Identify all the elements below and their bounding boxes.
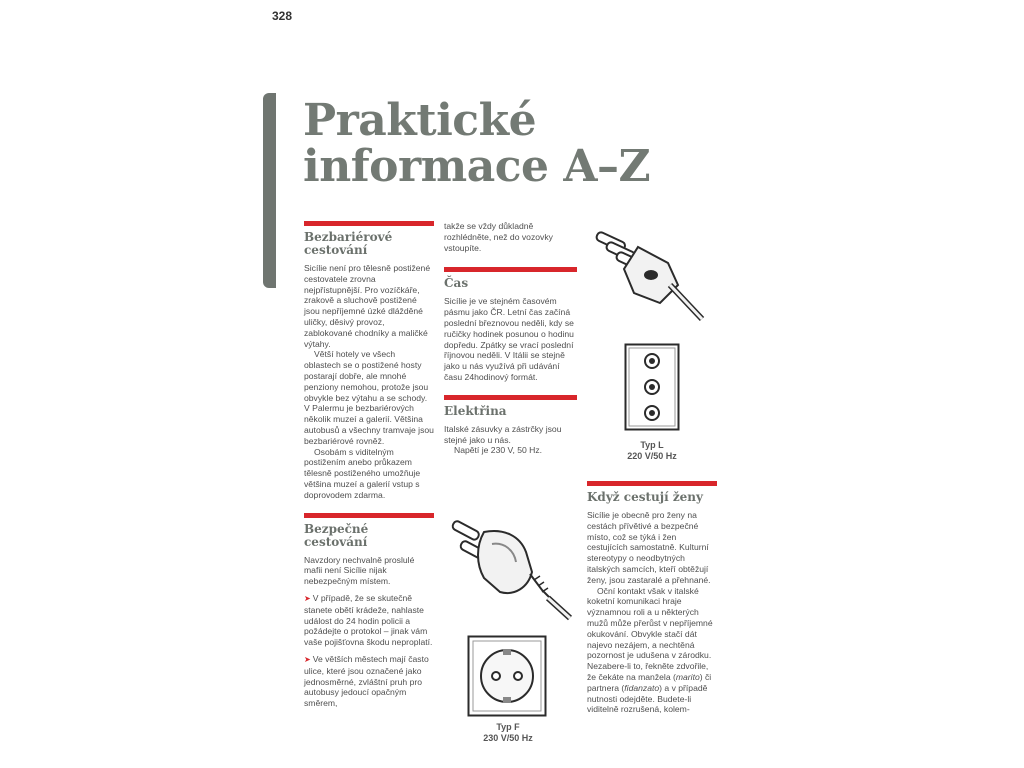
bullet-item <box>304 654 434 709</box>
bullet-text: V případě, že se skutečně stanete obětí krádeže, nahlaste událost do 24 hodin policii a požádejte o protokol – jinak vám vaše pojišťovna škodu neproplatí. <box>304 592 433 648</box>
caption-spec: 230 V/50 Hz <box>483 733 533 743</box>
paragraph: Navzdory nechvalně proslulé mafii není Sicílie nijak nebezpečným místem. <box>304 554 415 587</box>
red-rule <box>444 267 577 272</box>
column-1 <box>304 221 434 709</box>
red-rule <box>304 221 434 226</box>
heading-line: Bezpečné <box>304 521 369 536</box>
bullet-item <box>304 593 434 648</box>
paragraph: Italské zásuvky a zástrčky jsou stejné jako u nás. <box>444 423 562 445</box>
paragraph: Sicílie je ve stejném časovém pásmu jako ČR. Letní čas začíná poslední březnovou neděli, kdy se ručičky hodinek posunou o hodinu dopředu. Zpátky se vrací poslední říjnovou neděli. V Itálii se stejně jako u nás využívá při udávání času 24hodinový formát. <box>444 296 574 382</box>
heading-cas: Čas <box>444 276 469 291</box>
heading-line: Bezbariérové <box>304 230 393 244</box>
caption-label: Typ L <box>640 440 664 450</box>
paragraph: Větší hotely ve všech oblastech se o postižené hosty postarají dobře, ale mnohé penziony nemohou, protože jsou obvykle bez výtahu a se schody. V Palermu je bezbariérových několik muzeí a galerií. Většina autobusů a všechny tramvaje jsou bezbariérové rovněž. <box>304 349 434 446</box>
italic-term: marito <box>675 671 700 682</box>
red-rule <box>304 513 434 518</box>
heading-bezbarierove <box>304 231 434 257</box>
red-rule <box>587 481 717 486</box>
heading-elektrina: Elektřina <box>444 403 507 418</box>
page-title <box>303 95 723 192</box>
section-tab-bar <box>263 93 276 288</box>
page-number: 328 <box>272 9 293 23</box>
page-title-line1: Praktické <box>303 95 537 146</box>
paragraph: Osobám s viditelným postižením anebo průkazem tělesně postiženého umožňuje většina muzeí a galerií vstup s doprovodem zdarma. <box>304 446 421 500</box>
text-run: Oční kontakt však v italské koketní komunikaci hraje významnou roli a u některých mužů může přerůst v nepříjemné okukování. Obvykle stačí dát najevo nezájem, a nechtěná pozornost je udušena v zárodku. Nezabere-li to, řekněte zdvořile, že čekáte na manžela ( <box>587 585 713 682</box>
socket-type-l-illustration <box>624 343 680 431</box>
page-title-line2: informace A–Z <box>303 141 651 192</box>
plug-type-f-illustration <box>448 512 572 622</box>
caption-spec: 220 V/50 Hz <box>627 451 677 461</box>
bullet-arrow-icon: ➤ <box>304 593 311 603</box>
text-run: ) a v případě nutnosti odejděte. Budete-li viditelně rozrušená, kolem- <box>587 682 708 715</box>
bullet-arrow-icon: ➤ <box>304 654 311 664</box>
heading-bezpecne <box>304 523 434 549</box>
caption-label: Typ F <box>496 722 520 732</box>
paragraph: Sicílie je obecně pro ženy na cestách přívětivé a bezpečné místo, což se týká i žen cestujících samostatně. Kulturní stereotypy o neodbytných italských samcích, kteří obtěžují ženy, jsou zastaralé a přehnané. <box>587 510 711 585</box>
column-2 <box>444 221 577 456</box>
socket-type-f-illustration <box>467 635 547 717</box>
heading-line: cestování <box>304 534 368 549</box>
heading-line: cestování <box>304 243 368 257</box>
paragraph: Napětí je 230 V, 50 Hz. <box>454 445 543 456</box>
paragraph: Sicílie není pro tělesně postižené cestovatele zrovna nejpřístupnější. Pro vozíčkáře, zrakově a sluchově postižené jsou nepříjemné úzké dlážděné uličky, děsivý provoz, zablokované chodníky a maličké výtahy. <box>304 263 431 349</box>
caption-typ-f <box>460 722 556 744</box>
paragraph: takže se vždy důkladně rozhlédněte, než do vozovky vstoupíte. <box>444 221 553 253</box>
heading-zeny: Když cestují ženy <box>587 490 703 504</box>
red-rule <box>444 395 577 400</box>
column-3 <box>587 481 717 715</box>
bullet-text: Ve větších městech mají často ulice, které jsou označené jako jednosměrné, zvláštní pruh pro autobusy jedoucí opačným směrem, <box>304 653 429 709</box>
text-run: ) či partnera ( <box>587 671 712 693</box>
paragraph <box>587 586 717 716</box>
caption-typ-l <box>604 440 700 462</box>
plug-type-l-illustration <box>590 225 710 325</box>
italic-term: fidanzato <box>624 682 660 693</box>
